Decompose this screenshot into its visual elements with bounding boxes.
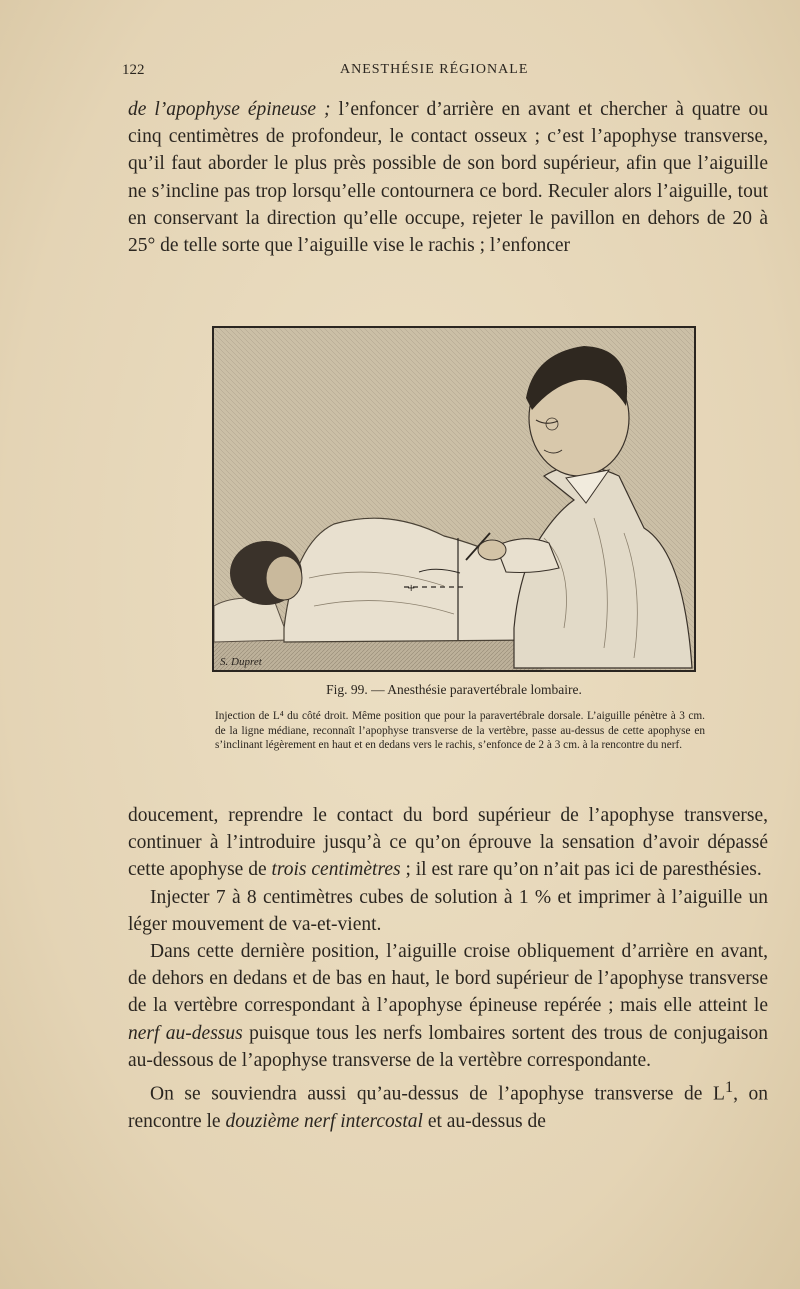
paragraph-continued xyxy=(128,96,768,259)
doctor-arm xyxy=(496,539,559,573)
italic-phrase: douzième nerf intercostal xyxy=(225,1110,423,1132)
paragraph-1 xyxy=(128,802,768,884)
italic-phrase: de l’apophyse épineuse ; xyxy=(128,99,331,120)
paragraph-text: Injecter 7 à 8 centimètres cubes de solution à 1 % et imprimer à l’aiguille un léger mouvement de va-et-vient. xyxy=(128,886,768,935)
paragraph-text: Dans cette dernière position, l’aiguille croise obliquement d’arrière en avant, de dehors en dedans et de bas en haut, le bord supérieur de l’apophyse transverse de la vertèbre correspondant à l’apophyse épineuse repérée ; mais elle atteint le xyxy=(128,941,768,1017)
italic-phrase: nerf au-dessus xyxy=(128,1022,243,1044)
page-number: 122 xyxy=(122,62,145,78)
svg-text:+: + xyxy=(407,583,416,594)
artist-signature: S. Dupret xyxy=(220,656,262,668)
bottom-text-block xyxy=(128,802,768,1135)
paragraph-4 xyxy=(128,1074,768,1135)
paragraph-text: et au-dessus de xyxy=(422,1110,546,1132)
paragraph-text: , on rencontre le xyxy=(128,1083,769,1132)
figure-caption-title: Fig. 99. — Anesthésie paravertébrale lombaire. xyxy=(326,682,582,697)
figure-caption-note xyxy=(215,709,705,753)
paragraph-3 xyxy=(128,938,768,1074)
paragraph-text: puisque tous les nerfs lombaires sortent des trous de conjugaison au-dessous de l’apophyse transverse de la vertèbre correspondante. xyxy=(128,1022,768,1071)
italic-phrase: trois centimètres xyxy=(271,859,401,881)
paragraph-2 xyxy=(128,884,768,938)
paragraph-text: ; il est rare qu’on n’ait pas ici de paresthésies. xyxy=(400,859,762,881)
doctor-hand xyxy=(478,540,506,560)
paragraph-text: l’enfoncer d’arrière en avant et chercher à quatre ou cinq centimètres de profondeur, le contact osseux ; c’est l’apophyse transverse, qu’il faut aborder le plus près possible de son bord supérieur, afin que l’aiguille ne s’incline pas trop lorsqu’elle contournera ce bord. Reculer alors l’aiguille, tout en conservant la direction qu’elle occupe, rejeter le pavillon en dehors de 20 à 25° de telle sorte que l’aiguille vise le rachis ; l’enfoncer xyxy=(128,99,768,257)
page-header xyxy=(118,62,768,84)
paragraph-text: doucement, reprendre le contact du bord supérieur de l’apophyse transverse, continuer à l’introduire jusqu’à ce qu’on éprouve la sensation d’avoir dépassé cette apophyse de xyxy=(128,805,768,881)
engraving-illustration xyxy=(214,328,694,670)
running-title: ANESTHÉSIE RÉGIONALE xyxy=(340,62,529,77)
patient-face xyxy=(266,556,302,600)
figure-illustration xyxy=(212,326,696,672)
caption-note-text: Injection de L⁴ du côté droit. Même position que pour la paravertébrale dorsale. L’aiguille pénètre à 3 cm. de la ligne médiane, reconnaît l’apophyse transverse de la vertèbre, passe au-dessus de cette apophyse en s’inclinant légèrement en haut et en dedans vers le rachis, s’enfonce de 2 à 3 cm. à la rencontre du nerf. xyxy=(215,710,705,752)
top-text-block xyxy=(128,96,768,259)
superscript: 1 xyxy=(724,1078,734,1097)
paragraph-text: On se souviendra aussi qu’au-dessus de l’apophyse transverse de L xyxy=(150,1083,725,1105)
